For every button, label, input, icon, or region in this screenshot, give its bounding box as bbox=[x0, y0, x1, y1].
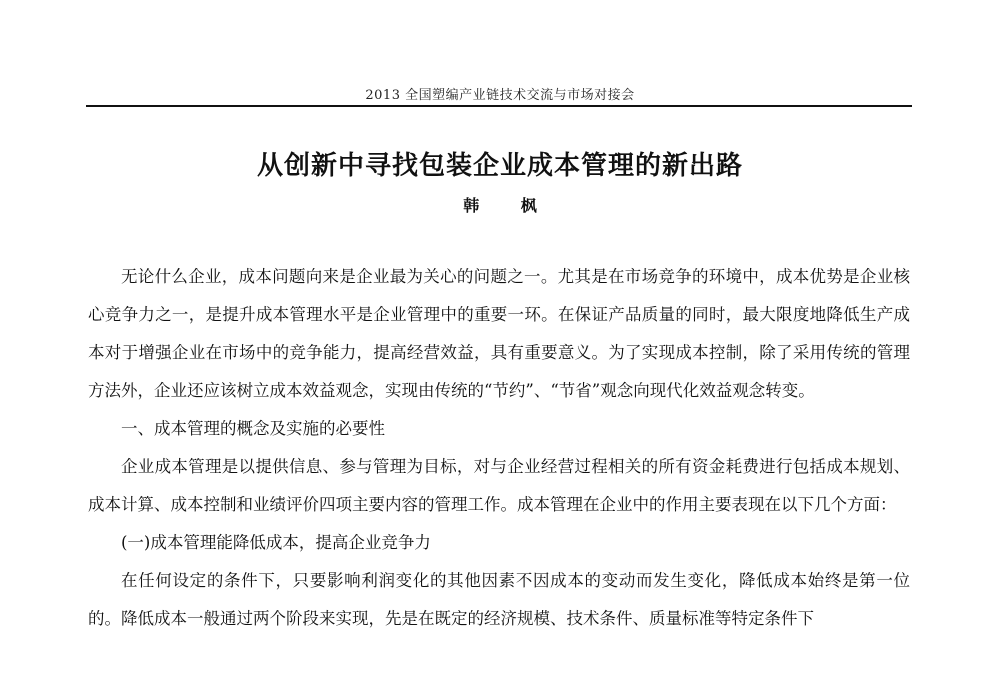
paragraph: 无论什么企业，成本问题向来是企业最为关心的问题之一。尤其是在市场竞争的环境中，成本优势是企业核心竞争力之一，是提升成本管理水平是企业管理中的重要一环。在保证产品质量的同时，最大限度地降低生产成本对于增强企业在市场中的竞争能力，提高经营效益，具有重要意义。为了实现成本控制，除了采用传统的管理方法外，企业还应该树立成本效益观念，实现由传统的“节约”、“节省”观念向现代化效益观念转变。 bbox=[88, 267, 910, 400]
paragraph: 在任何设定的条件下，只要影响利润变化的其他因素不因成本的变动而发生变化，降低成本始终是第一位的。降低成本一般通过两个阶段来实现，先是在既定的经济规模、技术条件、质量标准等特定条件下 bbox=[88, 571, 910, 628]
section-heading: 一、成本管理的概念及实施的必要性 bbox=[121, 419, 385, 438]
header-divider bbox=[86, 105, 912, 107]
article-author: 韩 枫 bbox=[463, 196, 555, 215]
subsection-heading: (一)成本管理能降低成本，提高企业竞争力 bbox=[121, 533, 431, 552]
article-body bbox=[88, 258, 910, 638]
running-header: 2013 全国塑编产业链技术交流与市场对接会 bbox=[365, 88, 635, 103]
paragraph: 企业成本管理是以提供信息、参与管理为目标，对与企业经营过程相关的所有资金耗费进行包括成本规划、成本计算、成本控制和业绩评价四项主要内容的管理工作。成本管理在企业中的作用主要表现在以下几个方面： bbox=[88, 457, 910, 514]
article-title: 从创新中寻找包装企业成本管理的新出路 bbox=[256, 151, 743, 181]
